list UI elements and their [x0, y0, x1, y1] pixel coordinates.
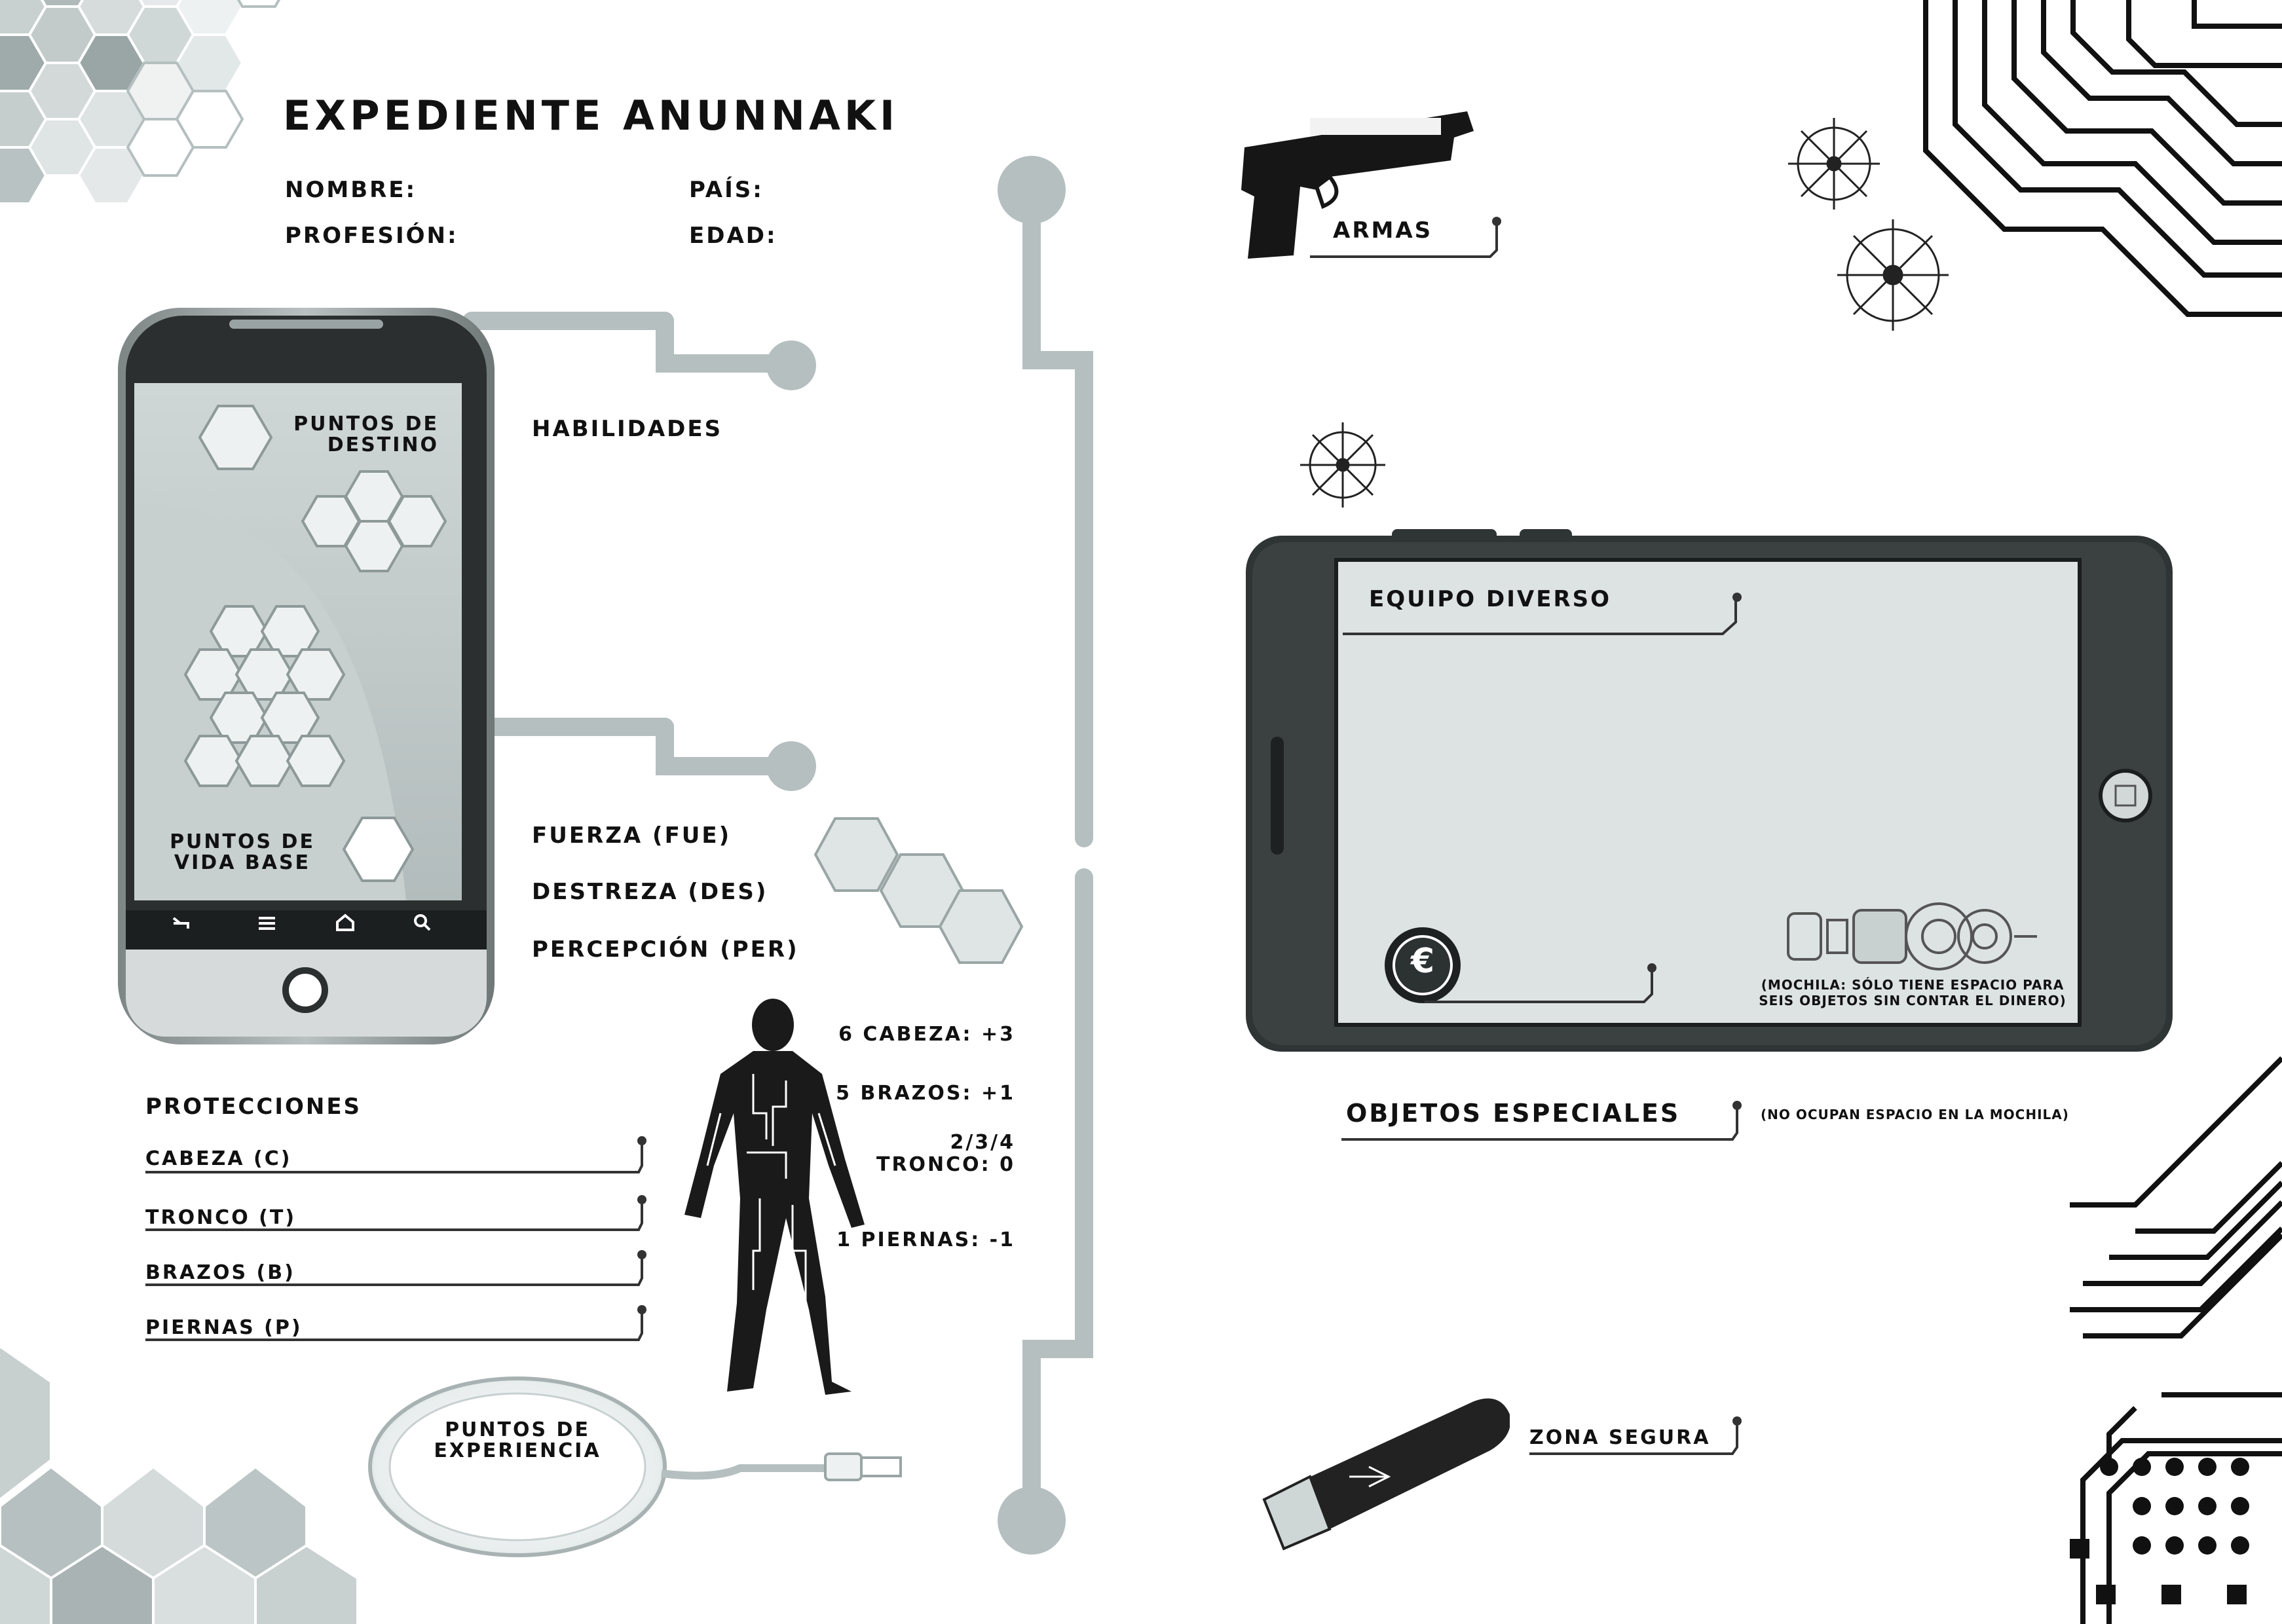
- zona-segura-heading: ZONA SEGURA: [1529, 1426, 1711, 1449]
- puntos-vida-line-2: VIDA BASE: [174, 851, 311, 874]
- puntos-destino-line-2: DESTINO: [327, 434, 439, 456]
- hit-location-tronco-dice: 2/3/4: [950, 1131, 1015, 1154]
- hit-location-tronco-mod: TRONCO: 0: [876, 1153, 1015, 1176]
- mochila-note-line-2: SEIS OBJETOS SIN CONTAR EL DINERO): [1759, 993, 2067, 1008]
- hex-cluster-top-left: [0, 0, 291, 204]
- hit-location-tronco: [819, 1132, 1015, 1176]
- page-title: EXPEDIENTE ANUNNAKI: [283, 92, 899, 139]
- hit-location-brazos: 5 BRAZOS: +1: [836, 1082, 1015, 1105]
- armas-heading: ARMAS: [1333, 217, 1433, 244]
- usb-stick-icon: [1264, 1399, 1510, 1549]
- euro-symbol: €: [1410, 942, 1435, 981]
- hit-location-cabeza: 6 CABEZA: +3: [838, 1023, 1015, 1046]
- atributo-percepcion: PERCEPCIÓN (PER): [532, 936, 799, 963]
- hex-cluster-bottom-left: [0, 1346, 358, 1624]
- experience-device: [370, 1378, 901, 1555]
- puntos-destino-line-1: PUNTOS DE: [293, 413, 439, 435]
- circuit-pads: [2070, 1458, 2249, 1604]
- puntos-experiencia-label: [419, 1420, 616, 1462]
- proteccion-piernas: PIERNAS (P): [145, 1316, 303, 1339]
- proteccion-cabeza: CABEZA (C): [145, 1147, 292, 1170]
- pais-label: PAÍS:: [689, 177, 764, 203]
- proteccion-brazos: BRAZOS (B): [145, 1261, 295, 1284]
- protecciones-heading: PROTECCIONES: [145, 1094, 362, 1120]
- mochila-note: [1749, 977, 2076, 1008]
- nombre-label: NOMBRE:: [285, 177, 417, 203]
- habilidades-heading: HABILIDADES: [532, 416, 723, 442]
- objetos-especiales-note: (NO OCUPAN ESPACIO EN LA MOCHILA): [1761, 1107, 2069, 1122]
- puntos-experiencia-line-2: EXPERIENCIA: [434, 1439, 601, 1462]
- puntos-vida-label: [164, 832, 321, 874]
- human-figure-icon: [684, 999, 865, 1395]
- profesion-label: PROFESIÓN:: [285, 223, 458, 249]
- objetos-especiales-heading: OBJETOS ESPECIALES: [1346, 1099, 1681, 1128]
- equipo-diverso-heading: EQUIPO DIVERSO: [1369, 586, 1612, 612]
- puntos-destino-label: [275, 414, 439, 456]
- puntos-vida-line-1: PUNTOS DE: [170, 830, 315, 853]
- crosshair-icon: [1300, 118, 1949, 507]
- central-connector: [472, 190, 1084, 1519]
- hit-location-piernas: 1 PIERNAS: -1: [836, 1228, 1015, 1251]
- mochila-note-line-1: (MOCHILA: SÓLO TIENE ESPACIO PARA: [1761, 977, 2065, 993]
- proteccion-tronco: TRONCO (T): [145, 1206, 297, 1229]
- atributo-fuerza: FUERZA (FUE): [532, 822, 732, 849]
- atributo-destreza: DESTREZA (DES): [532, 879, 768, 905]
- edad-label: EDAD:: [689, 223, 777, 249]
- puntos-experiencia-line-1: PUNTOS DE: [445, 1418, 590, 1441]
- attribute-hexes: [815, 819, 1022, 963]
